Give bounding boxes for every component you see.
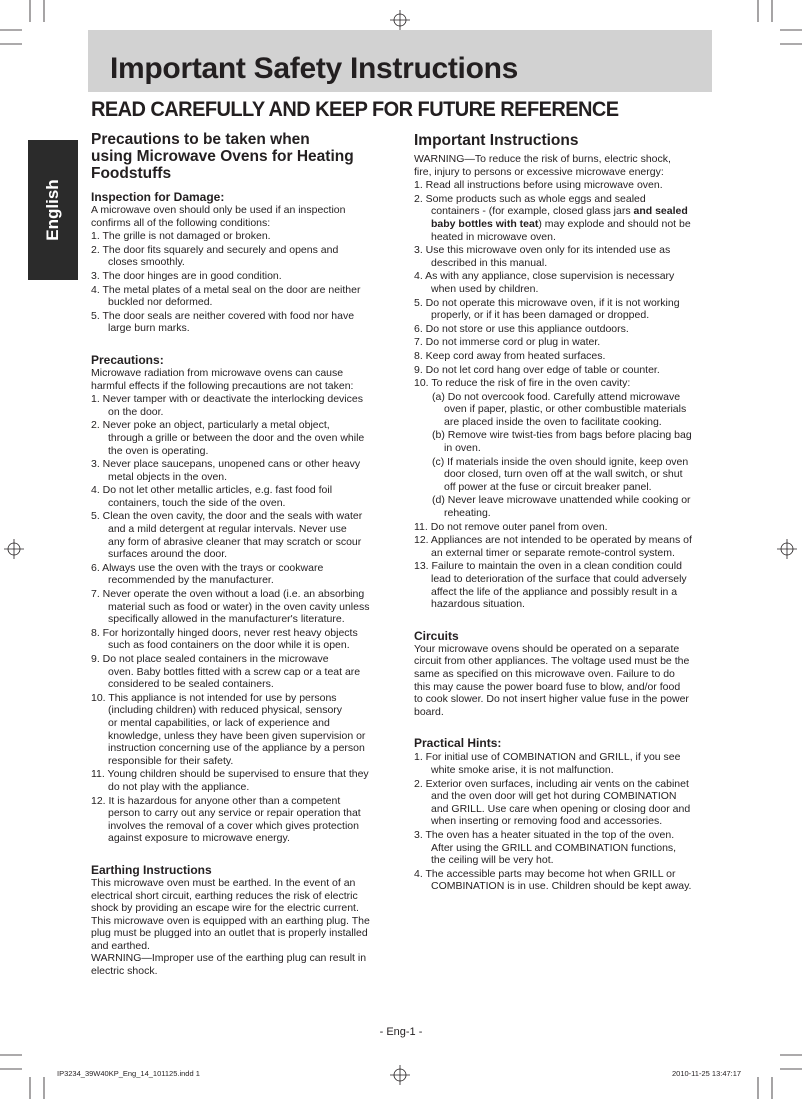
list-item: 9. Do not let cord hang over edge of table or counter. [414,363,660,376]
list-item: 5. Do not operate this microwave oven, if it is not working properly, or if it has been damaged or dropped. [414,296,680,322]
list-item: 5. Clean the oven cavity, the door and the seals with water and a mild detergent at regular intervals. Never use any form of abrasive cleaner that may scratch or scour surfaces around the door. [91,510,363,561]
list-item: 10. To reduce the risk of fire in the oven cavity: [414,377,631,390]
file-slug: IP3234_39W40KP_Eng_14_101125.indd 1 [57,1069,200,1078]
item-text: 2. Some products such as whole eggs and sealed containers - (for example, closed glass jars [414,192,646,218]
page-subtitle: READ CAREFULLY AND KEEP FOR FUTURE REFERENCE [91,97,619,121]
language-tab [28,140,78,280]
list-item: 2. The door fits squarely and securely and opens and closes smoothly. [91,243,339,269]
page-title: Important Safety Instructions [110,52,519,85]
list-item: (d) Never leave microwave unattended while cooking or reheating. [432,494,691,520]
left-heading: Precautions to be taken when using Microwave Ovens for Heating Foodstuffs [91,131,354,182]
left-column [91,131,403,978]
list-item: 2. Exterior oven surfaces, including air vents on the cabinet and the oven door will get hot during COMBINATION and GRILL. Use care when opening or closing door and when inserting or removing food and accessories. [414,777,691,828]
earthing-text: This microwave oven must be earthed. In the event of an electrical short circuit, earthing reduces the risk of electric shock by providing an escape wire for the electric current. This microwave oven is equipped with an earthing plug. The plug must be plugged into an outlet that is properly installed and earthed. WARNING—Improper use of the earthing plug can result in electric shock. [91,876,370,978]
list-item: 1. Read all instructions before using microwave oven. [414,179,663,192]
item-text: ) may explode and should not be heated in microwave oven. [431,217,691,243]
list-item: 1. Never tamper with or deactivate the interlocking devices on the door. [91,393,363,418]
list-item: 4. The accessible parts may become hot when GRILL or COMBINATION is in use. Children should be kept away. [414,867,692,893]
list-item: 10. This appliance is not intended for use by persons (including children) with reduced physical, sensory or mental capabilities, or lack of experience and knowledge, unless they have been given supervision or instruction concerning use of the appliance by a person responsible for their safety. [91,691,366,767]
crosshair-right-icon [777,539,797,559]
list-item: 7. Never operate the oven without a load (i.e. an absorbing material such as food or water) in the oven cavity unless specifically allowed in the manufacturer's literature. [91,588,370,626]
list-item: 3. Use this microwave oven only for its intended use as described in this manual. [414,244,671,269]
list-item: 4. Do not let other metallic articles, e.g. fast food foil containers, touch the side of the oven. [91,484,333,509]
list-item: 1. For initial use of COMBINATION and GRILL, if you see white smoke arise, it is not malfunction. [414,751,681,776]
list-item: 12. It is hazardous for anyone other than a competent person to carry out any service or repair operation that involves the removal of a cover which gives protection against exposure to microwave energy. [91,794,361,845]
list-item: 3. The door hinges are in good condition. [91,269,282,282]
hints-heading: Practical Hints: [414,736,502,751]
list-item: 6. Always use the oven with the trays or cookware recommended by the manufacturer. [91,561,324,587]
list-item: 13. Failure to maintain the oven in a clean condition could lead to deterioration of the surface that could adversely affect the life of the appliance and possibly result in a hazardous situation. [414,560,687,611]
list-item: 6. Do not store or use this appliance outdoors. [414,322,629,335]
list-item: (c) If materials inside the oven should ignite, keep oven door closed, turn oven off at the wall switch, or shut off power at the fuse or circuit breaker panel. [432,455,689,493]
right-column [414,131,714,893]
list-item: 9. Do not place sealed containers in the microwave oven. Baby bottles fitted with a screw cap or a teat are considered to be sealed containers. [91,653,361,691]
inspection-heading: Inspection for Damage: [91,190,225,204]
list-item: (b) Remove wire twist-ties from bags before placing bag in oven. [432,429,692,455]
list-item [414,193,714,243]
warning-intro: WARNING—To reduce the risk of burns, electric shock, fire, injury to persons or excessive microwave energy: [414,153,671,178]
list-item: 5. The door seals are neither covered with food nor have large burn marks. [91,309,355,335]
crosshair-left-icon [4,539,24,559]
inspection-intro: A microwave oven should only be used if an inspection confirms all of the following conditions: [91,204,346,229]
item-bold-text: and sealed baby bottles with teat [431,205,688,230]
crosshair-bottom-icon [390,1065,410,1085]
circuits-heading: Circuits [414,628,459,643]
language-tab-label: English [43,179,62,241]
list-item: 7. Do not immerse cord or plug in water. [414,336,601,349]
list-item: 1. The grille is not damaged or broken. [91,230,271,243]
precautions-intro: Microwave radiation from microwave ovens can cause harmful effects if the following precautions are not taken: [91,366,354,392]
page-number: - Eng-1 - [379,1026,423,1038]
list-item: 12. Appliances are not intended to be operated by means of an external timer or separate remote-control system. [414,534,692,559]
list-item: (a) Do not overcook food. Carefully attend microwave oven if paper, plastic, or other combustible materials are placed inside the oven to facilitate cooking. [432,390,687,428]
circuits-text: Your microwave ovens should be operated on a separate circuit from other appliances. The voltage used must be the same as specified on this microwave oven. Failure to do this may cause the power board fuse to blow, and/or food to cook slower. Do not insert higher value fuse in the power board. [414,642,690,718]
right-heading: Important Instructions [414,132,579,149]
list-item: 8. Keep cord away from heated surfaces. [414,349,606,362]
list-item: 4. The metal plates of a metal seal on the door are neither buckled nor deformed. [91,283,361,309]
list-item: 2. Never poke an object, particularly a metal object, through a grille or between the door and the oven while the oven is operating. [91,419,365,457]
earthing-heading: Earthing Instructions [91,862,212,877]
list-item: 3. Never place saucepans, unopened cans or other heavy metal objects in the oven. [91,458,361,483]
precautions-heading: Precautions: [91,352,164,367]
list-item: 11. Young children should be supervised to ensure that they do not play with the appliance. [91,768,369,793]
date-slug: 2010-11-25 13:47:17 [672,1069,742,1078]
list-item: 11. Do not remove outer panel from oven. [414,520,608,533]
list-item: 8. For horizontally hinged doors, never rest heavy objects such as food containers on the door while it is open. [91,626,358,652]
list-item: 4. As with any appliance, close supervision is necessary when used by children. [414,270,675,295]
crosshair-top-icon [390,10,410,30]
list-item: 3. The oven has a heater situated in the top of the oven. After using the GRILL and COMBINATION functions, the ceiling will be very hot. [414,828,677,867]
